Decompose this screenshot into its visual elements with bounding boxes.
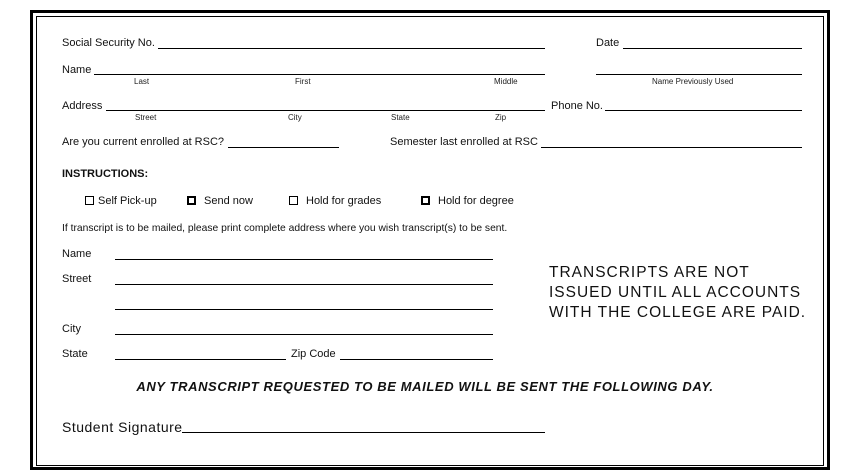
semester-label: Semester last enrolled at RSC	[390, 136, 538, 148]
hold-for-grades-checkbox[interactable]	[289, 196, 298, 205]
mail-name-label: Name	[62, 248, 92, 260]
mail-street-field-2[interactable]	[115, 309, 493, 310]
name-sub-first: First	[295, 77, 311, 86]
ssn-field[interactable]	[158, 48, 545, 49]
signature-field[interactable]	[182, 432, 545, 433]
ssn-label: Social Security No.	[62, 37, 155, 49]
mail-zip-field[interactable]	[340, 359, 493, 360]
name-sub-last: Last	[134, 77, 150, 86]
date-label: Date	[596, 37, 620, 49]
name-sub-previous: Name Previously Used	[652, 77, 734, 86]
self-pickup-checkbox[interactable]	[85, 196, 94, 205]
name-label: Name	[62, 64, 92, 76]
phone-label: Phone No.	[551, 100, 603, 112]
date-field[interactable]	[623, 48, 802, 49]
enrolled-field[interactable]	[228, 147, 339, 148]
mail-street-label: Street	[62, 273, 92, 285]
self-pickup-label: Self Pick-up	[98, 195, 157, 207]
phone-field[interactable]	[605, 110, 802, 111]
instructions-heading: INSTRUCTIONS:	[62, 168, 149, 180]
hold-for-degree-checkbox[interactable]	[421, 196, 430, 205]
mail-zip-label: Zip Code	[291, 348, 336, 360]
send-now-label: Send now	[204, 195, 253, 207]
mail-city-label: City	[62, 323, 81, 335]
mail-city-field[interactable]	[115, 334, 493, 335]
address-label: Address	[62, 100, 103, 112]
mail-name-field[interactable]	[115, 259, 493, 260]
mail-state-label: State	[62, 348, 88, 360]
mail-state-field[interactable]	[115, 359, 286, 360]
address-sub-state: State	[391, 113, 410, 122]
address-sub-zip: Zip	[495, 113, 507, 122]
mail-street-field[interactable]	[115, 284, 493, 285]
mail-instruction: If transcript is to be mailed, please print complete address where you wish transcript(s) to be sent.	[62, 223, 508, 234]
semester-field[interactable]	[541, 147, 802, 148]
hold-for-grades-label: Hold for grades	[306, 195, 382, 207]
previous-name-field[interactable]	[596, 74, 802, 75]
send-now-checkbox[interactable]	[187, 196, 196, 205]
address-sub-street: Street	[135, 113, 157, 122]
enrolled-label: Are you current enrolled at RSC?	[62, 136, 225, 148]
address-sub-city: City	[288, 113, 302, 122]
signature-label: Student Signature	[62, 419, 183, 435]
mailing-banner: ANY TRANSCRIPT REQUESTED TO BE MAILED WILL BE SENT THE FOLLOWING DAY.	[136, 379, 714, 394]
hold-for-degree-label: Hold for degree	[438, 195, 514, 207]
address-field[interactable]	[106, 110, 545, 111]
accounts-notice: TRANSCRIPTS ARE NOT ISSUED UNTIL ALL ACCOUNTS WITH THE COLLEGE ARE PAID.	[549, 264, 807, 321]
name-field[interactable]	[94, 74, 545, 75]
name-sub-middle: Middle	[494, 77, 518, 86]
